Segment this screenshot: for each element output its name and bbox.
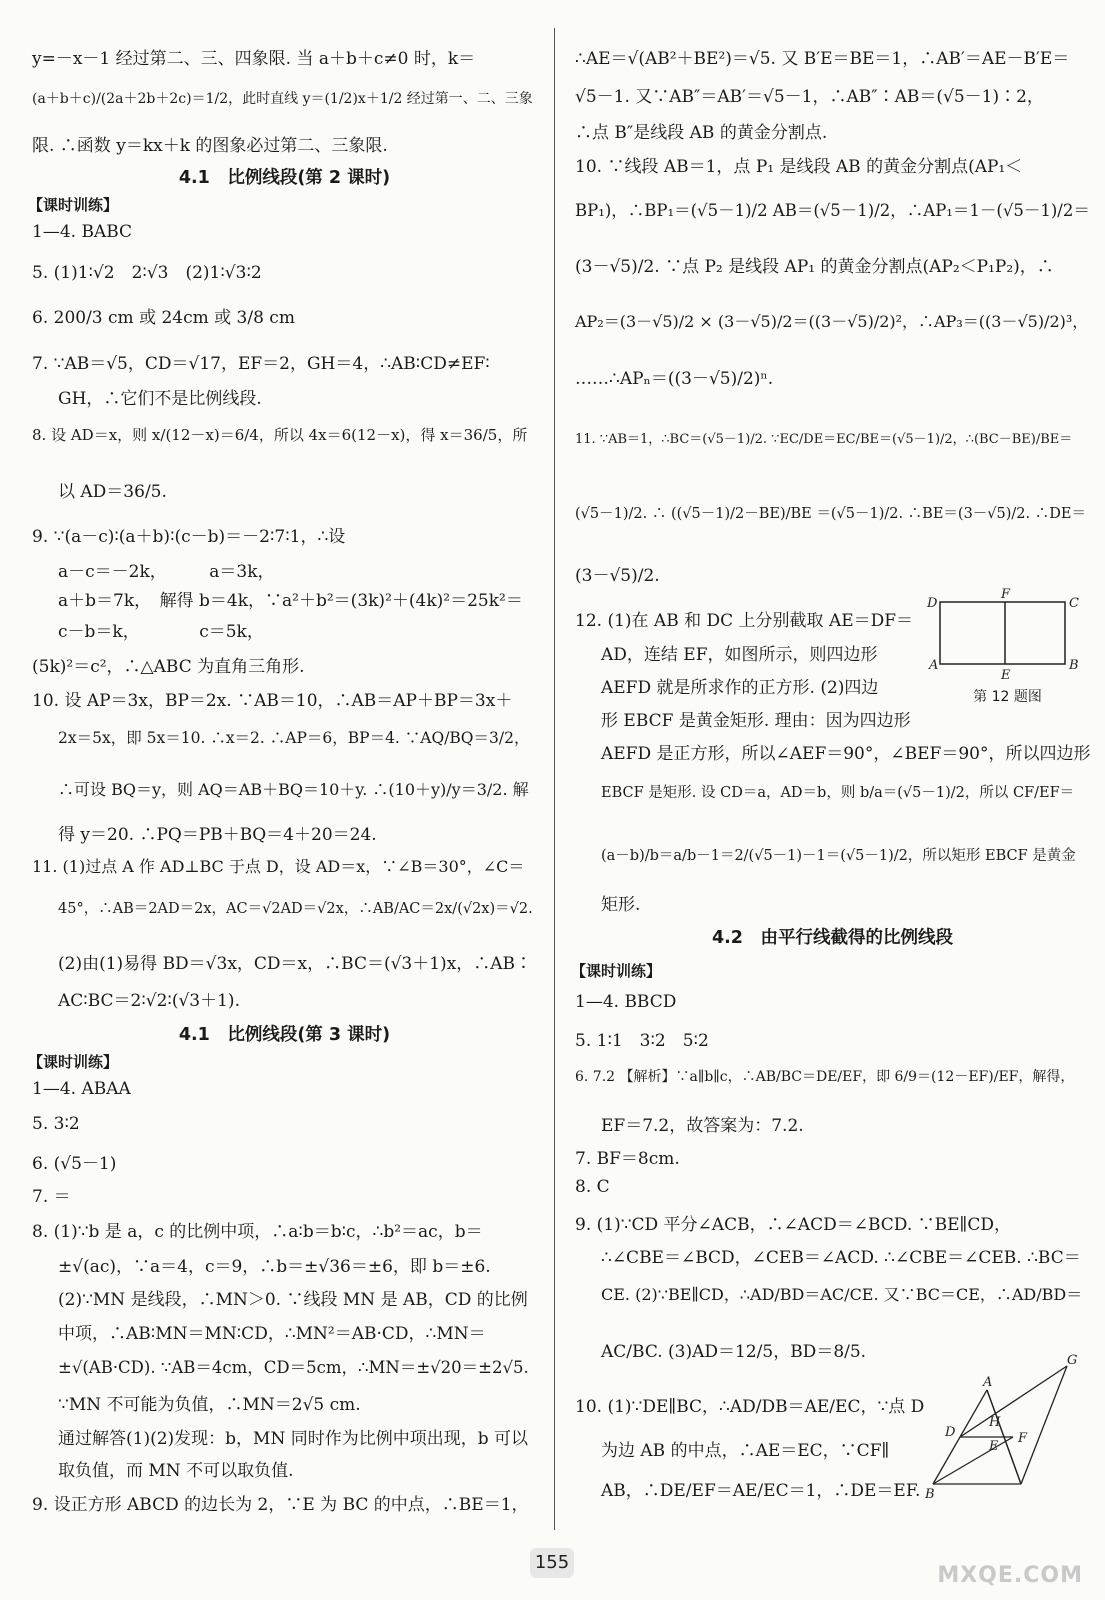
right-text-line: 6. 7.2 【解析】∵a∥b∥c，∴AB/BC＝DE/EF，即 6/9＝(12－EF)/EF，解得， — [575, 1069, 1075, 1085]
left-text-line: 通过解答(1)(2)发现：b，MN 同时作为比例中项出现，b 可以 — [58, 1429, 529, 1449]
left-text-line: ∵MN 不可能为负值，∴MN＝2√5 cm. — [58, 1395, 361, 1415]
left-text-line: ±√(ac)，∵a＝4，c＝9，∴b＝±√36＝±6，即 b＝±6. — [58, 1257, 491, 1277]
fig10-label-a: A — [983, 1375, 993, 1390]
right-subheading: 【课时训练】 — [571, 962, 662, 980]
left-text-line: 5. (1)1∶√2 2∶√3 (2)1∶√3∶2 — [32, 263, 262, 283]
left-text-line: 以 AD＝36/5. — [58, 482, 167, 502]
left-text-line: 1—4. ABAA — [32, 1079, 131, 1099]
left-text-line: 7. ＝ — [32, 1187, 71, 1207]
right-text-line: (3－√5)/2. ∵点 P₂ 是线段 AP₁ 的黄金分割点(AP₂＜P₁P₂)，∴ — [575, 257, 1054, 277]
fig10-label-h: H — [989, 1415, 1001, 1430]
fig12-label-b: B — [1069, 658, 1079, 673]
right-section-title: 4.2 由平行线截得的比例线段 — [711, 928, 953, 948]
right-text-line: (a－b)/b＝a/b－1＝2/(√5－1)－1＝(√5－1)/2，所以矩形 EBCF 是黄金 — [601, 848, 1076, 864]
left-section-title: 4.1 比例线段(第 2 课时) — [178, 168, 391, 188]
right-text-line: (3－√5)/2. — [575, 566, 660, 586]
right-text-line: 10. (1)∵DE∥BC，∴AD/DB＝AE/EC，∵点 D — [575, 1397, 925, 1417]
left-text-line: 11. (1)过点 A 作 AD⊥BC 于点 D，设 AD＝x，∵∠B＝30°，∠C＝ — [32, 857, 525, 876]
left-text-line: (2)∵MN 是线段，∴MN＞0. ∵线段 MN 是 AB，CD 的比例 — [58, 1290, 528, 1310]
left-text-line: 2x＝5x，即 5x＝10. ∴x＝2. ∴AP＝6，BP＝4. ∵AQ/BQ＝3/2， — [58, 729, 530, 747]
watermark-logo: MXQE.COM — [937, 1563, 1083, 1588]
right-text-line: 矩形. — [601, 895, 641, 915]
right-text-line: AP₂＝(3－√5)/2 × (3－√5)/2＝((3－√5)/2)²，∴AP₃＝((3－√5)/2)³， — [575, 312, 1089, 331]
left-subheading: 【课时训练】 — [28, 196, 119, 214]
left-text-line: 取负值，而 MN 不可以取负值. — [58, 1461, 294, 1481]
left-text-line: ±√(AB·CD). ∵AB＝4cm，CD＝5cm，∴MN＝±√20＝±2√5. — [58, 1358, 529, 1377]
right-text-line: 1—4. BBCD — [575, 992, 677, 1012]
left-text-line: GH，∴它们不是比例线段. — [58, 389, 262, 409]
right-text-line: EF＝7.2，故答案为：7.2. — [601, 1116, 804, 1136]
right-text-line: 8. C — [575, 1177, 610, 1197]
left-text-line: 得 y＝20. ∴PQ＝PB＋BQ＝4＋20＝24. — [58, 825, 377, 845]
fig10-label-g: G — [1067, 1353, 1078, 1368]
fig12-label-d: D — [927, 596, 938, 611]
right-column — [571, 14, 1091, 1540]
left-text-line: ∴可设 BQ＝y，则 AQ＝AB＋BQ＝10＋y. ∴(10＋y)/y＝3/2. 解 — [58, 780, 529, 799]
fig12-label-f: F — [1001, 587, 1011, 602]
left-text-line: 6. 200/3 cm 或 24cm 或 3/8 cm — [32, 308, 295, 328]
left-text-line: 9. ∵(a－c)∶(a＋b)∶(c－b)＝－2∶7∶1，∴设 — [32, 527, 346, 547]
left-text-line: 9. 设正方形 ABCD 的边长为 2，∵E 为 BC 的中点，∴BE＝1， — [32, 1495, 529, 1515]
right-text-line: √5－1. 又∵AB″＝AB′＝√5－1，∴AB″∶AB＝(√5－1)∶2， — [575, 87, 1044, 107]
right-text-line: 7. BF＝8cm. — [575, 1149, 680, 1169]
right-text-line: 形 EBCF 是黄金矩形. 理由：因为四边形 — [601, 711, 911, 731]
left-text-line: 中项，∴AB∶MN＝MN∶CD，∴MN²＝AB·CD，∴MN＝ — [58, 1324, 486, 1344]
fig10-label-b: B — [925, 1487, 935, 1502]
right-text-line: 5. 1∶1 3∶2 5∶2 — [575, 1031, 709, 1051]
left-text-line: 5. 3∶2 — [32, 1114, 80, 1134]
fig12-label-c: C — [1069, 596, 1079, 611]
right-text-line: 为边 AB 的中点，∴AE＝EC，∵CF∥ — [601, 1441, 890, 1461]
left-text-line: c－b＝k， c＝5k， — [58, 622, 264, 642]
right-text-line: (√5－1)/2. ∴ ((√5－1)/2－BE)/BE ＝(√5－1)/2. ∴BE＝(3－√5)/2. ∴DE＝ — [575, 506, 1086, 522]
figure-12-diagram — [925, 587, 1090, 682]
left-text-line: 10. 设 AP＝3x，BP＝2x. ∵AB＝10，∴AB＝AP＋BP＝3x＋ — [32, 691, 513, 711]
right-text-line: ∴AE＝√(AB²＋BE²)＝√5. 又 B′E＝BE＝1，∴AB′＝AE－B′E＝ — [575, 49, 1070, 69]
left-text-line: (a＋b＋c)/(2a＋2b＋2c)＝1/2，此时直线 y＝(1/2)x＋1/2 经过第一、二、三象 — [32, 91, 533, 107]
left-text-line: a－c＝－2k， a＝3k， — [58, 562, 275, 582]
figure-10-diagram — [925, 1352, 1085, 1502]
figure-12-caption: 第 12 题图 — [973, 689, 1042, 705]
right-text-line: AEFD 是正方形，所以∠AEF＝90°，∠BEF＝90°，所以四边形 — [601, 744, 1091, 764]
right-text-line: AEFD 就是所求作的正方形. (2)四边 — [601, 678, 879, 698]
left-text-line: 限. ∴函数 y＝kx＋k 的图象必过第二、三象限. — [32, 136, 388, 156]
left-text-line: AC∶BC＝2∶√2∶(√3＋1). — [58, 991, 240, 1011]
fig12-label-a: A — [929, 658, 939, 673]
right-text-line: AC/BC. (3)AD＝12/5，BD＝8/5. — [601, 1342, 867, 1362]
fig10-label-f: F — [1018, 1431, 1028, 1446]
left-text-line: (5k)²＝c²，∴△ABC 为直角三角形. — [32, 657, 305, 677]
left-column — [28, 14, 537, 1540]
fig12-label-e: E — [1001, 668, 1011, 682]
page-number: 155 — [530, 1548, 574, 1578]
right-text-line: 11. ∵AB＝1，∴BC＝(√5－1)/2. ∵EC/DE＝EC/BE＝(√5－1)/2，∴(BC－BE)/BE＝ — [575, 432, 1073, 447]
left-text-line: 45°，∴AB＝2AD＝2x，AC＝√2AD＝√2x，∴AB/AC＝2x/(√2x)＝√2. — [58, 901, 533, 917]
fig10-label-d: D — [945, 1425, 956, 1440]
right-text-line: CE. (2)∵BE∥CD，∴AD/BD＝AC/CE. 又∵BC＝CE，∴AD/BD＝ — [601, 1285, 1083, 1304]
figure-12 — [925, 587, 1090, 707]
right-text-line: 12. (1)在 AB 和 DC 上分别截取 AE＝DF＝ — [575, 611, 914, 631]
right-text-line: ……∴APₙ＝((3－√5)/2)ⁿ. — [575, 369, 774, 389]
right-text-line: EBCF 是矩形. 设 CD＝a，AD＝b，则 b/a＝(√5－1)/2，所以 CF/EF＝ — [601, 785, 1075, 801]
column-divider — [554, 28, 555, 1530]
right-text-line: ∴∠CBE＝∠BCD，∠CEB＝∠ACD. ∴∠CBE＝∠CEB. ∴BC＝ — [601, 1248, 1081, 1268]
left-subheading: 【课时训练】 — [28, 1053, 119, 1071]
left-text-line: 8. 设 AD＝x，则 x/(12－x)＝6/4，所以 4x＝6(12－x)，得 x＝36/5，所 — [32, 426, 528, 444]
left-text-line: 7. ∵AB＝√5，CD＝√17，EF＝2，GH＝4，∴AB∶CD≠EF∶ — [32, 354, 490, 374]
left-text-line: 8. (1)∵b 是 a，c 的比例中项，∴a∶b＝b∶c，∴b²＝ac，b＝ — [32, 1222, 483, 1242]
right-text-line: 10. ∵线段 AB＝1，点 P₁ 是线段 AB 的黄金分割点(AP₁＜ — [575, 157, 1023, 177]
fig10-label-e: E — [989, 1439, 999, 1454]
left-text-line: y=－x－1 经过第二、三、四象限. 当 a＋b＋c≠0 时，k＝ — [32, 49, 476, 69]
left-section-title: 4.1 比例线段(第 3 课时) — [178, 1025, 391, 1045]
right-text-line: 9. (1)∵CD 平分∠ACB，∴∠ACD＝∠BCD. ∵BE∥CD， — [575, 1215, 1012, 1235]
left-text-line: a＋b＝7k， 解得 b＝4k，∵a²＋b²＝(3k)²＋(4k)²＝25k²＝ — [58, 591, 523, 611]
right-text-line: BP₁)，∴BP₁＝(√5－1)/2 AB＝(√5－1)/2，∴AP₁＝1－(√5－1)/2＝ — [575, 201, 1090, 220]
left-text-line: (2)由(1)易得 BD＝√3x，CD＝x，∴BC＝(√3＋1)x，∴AB∶ — [58, 954, 533, 974]
right-text-line: AB，∴DE/EF＝AE/EC＝1，∴DE＝EF. — [601, 1481, 921, 1501]
left-text-line: 1—4. BABC — [32, 222, 133, 242]
left-text-line: 6. (√5－1) — [32, 1154, 117, 1174]
right-text-line: ∴点 B″是线段 AB 的黄金分割点. — [575, 123, 828, 143]
right-text-line: AD，连结 EF，如图所示，则四边形 — [601, 645, 878, 665]
figure-10 — [925, 1352, 1085, 1502]
